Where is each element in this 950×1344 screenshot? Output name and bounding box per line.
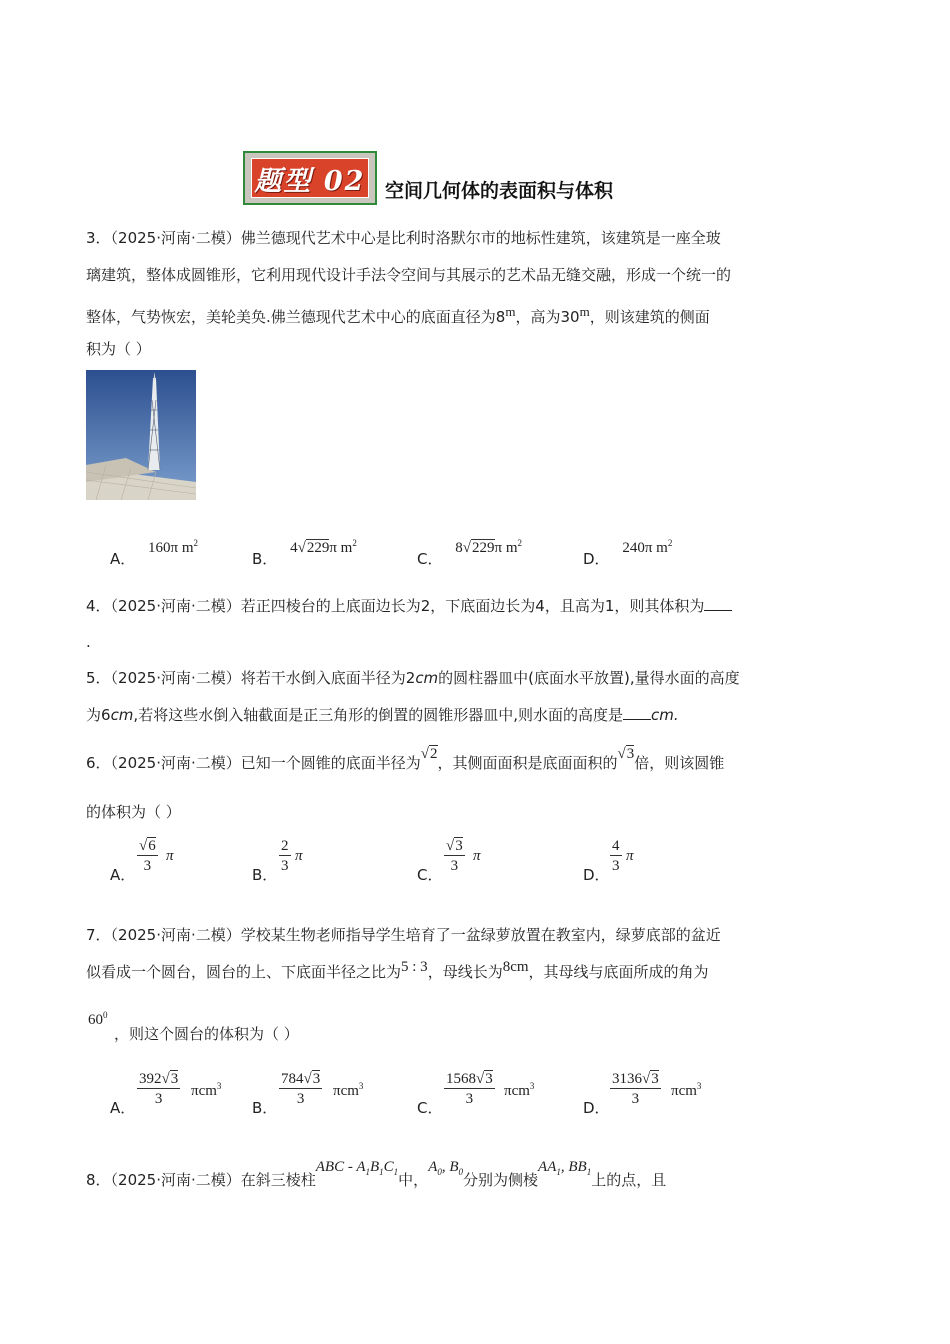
q7-option-a-unit: πcm$^3$ — [191, 1081, 222, 1099]
q6-option-c-label[interactable]: C． — [417, 866, 443, 884]
q6-option-c-pi: π — [473, 848, 481, 864]
q6-option-a-label[interactable]: A． — [110, 866, 136, 884]
q3-line-4: 积为（ ） — [86, 340, 151, 358]
q7-angle: $60^0$ — [88, 1010, 108, 1028]
q7-option-c-fraction: $\frac{1568√3}{3}$ — [446, 1071, 493, 1107]
q5-line-2: 为6cm,若将这些水倒入轴截面是正三角形的倒置的圆锥形器皿中,则水面的高度是 cm. — [86, 706, 679, 724]
q6-option-b-fraction: $\frac{2}{3}$ — [281, 838, 289, 874]
q7-option-d-fraction: $\frac{3136√3}{3}$ — [612, 1071, 659, 1107]
q6-option-b-label[interactable]: B． — [252, 866, 278, 884]
q8-line-1: 8．（2025·河南·二模）在斜三棱柱ABC - $A_1B_1C_1$中，$A_0$, $B_0$分别为侧棱$AA_1$, $BB_1$上的点，且 — [86, 1159, 667, 1189]
q7-option-b-unit: πcm$^3$ — [333, 1081, 364, 1099]
q3-line-2: 璃建筑，整体成圆锥形，它利用现代设计手法令空间与其展示的艺术品无缝交融，形成一个统一的 — [86, 266, 732, 284]
q7-line-3: ，则这个圆台的体积为（ ） — [114, 1025, 299, 1043]
q7-option-a-fraction: $\frac{392√3}{3}$ — [139, 1071, 179, 1107]
q7-option-b-label[interactable]: B． — [252, 1099, 278, 1117]
q5-answer-blank[interactable] — [623, 705, 651, 720]
q7-line-2: 似看成一个圆台，圆台的上、下底面半径之比为5 : 3，母线长为8cm，其母线与底面所成的角为 — [86, 959, 709, 981]
q5-line-1: 5．（2025·河南·二模）将若干水倒入底面半径为2cm的圆柱器皿中(底面水平放置),量得水面的高度 — [86, 669, 740, 687]
q7-option-a-label[interactable]: A． — [110, 1099, 136, 1117]
section-title: 空间几何体的表面积与体积 — [385, 180, 614, 202]
q7-option-c-unit: πcm$^3$ — [504, 1081, 535, 1099]
section-badge — [243, 151, 377, 205]
q6-option-c-fraction: $\frac{√3}{3}$ — [446, 838, 463, 874]
q6-option-d-label[interactable]: D． — [583, 866, 610, 884]
q7-option-b-fraction: $\frac{784√3}{3}$ — [281, 1071, 321, 1107]
tower-photo — [86, 370, 196, 500]
q4-line-1: 4．（2025·河南·二模）若正四棱台的上底面边长为2，下底面边长为4，且高为1，则其体积为 — [86, 596, 732, 616]
q3-line-1: 3．（2025·河南·二模）佛兰德现代艺术中心是比利时洛默尔市的地标性建筑，该建筑是一座全玻 — [86, 229, 721, 247]
q7-line-1: 7．（2025·河南·二模）学校某生物老师指导学生培育了一盆绿萝放置在教室内，绿萝底部的盆近 — [86, 926, 721, 944]
q6-option-d-fraction: $\frac{4}{3}$ — [612, 838, 620, 874]
q3-option-c[interactable]: C． 8√229π $m^2$ — [417, 538, 522, 568]
q6-option-d-pi: π — [626, 848, 634, 864]
q6-line-1: 6．（2025·河南·二模）已知一个圆锥的底面半径为√2，其侧面面积是底面面积的√3倍，则该圆锥 — [86, 746, 725, 772]
q4-line-2: . — [86, 633, 91, 651]
q7-option-d-label[interactable]: D． — [583, 1099, 610, 1117]
q3-option-d[interactable]: D． 240π $m^2$ — [583, 538, 673, 568]
q7-option-c-label[interactable]: C． — [417, 1099, 443, 1117]
section-badge-label: 题型 02 — [251, 158, 369, 198]
q6-line-2: 的体积为（ ） — [86, 803, 181, 821]
q3-line-3: 整体，气势恢宏，美轮美奂.佛兰德现代艺术中心的底面直径为8$^m$，高为30$^m$，则该建筑的侧面 — [86, 304, 710, 326]
q6-option-b-pi: π — [295, 848, 303, 864]
q6-option-a-fraction: $\frac{√6}{3}$ — [139, 838, 156, 874]
q7-option-d-unit: πcm$^3$ — [671, 1081, 702, 1099]
q6-option-a-pi: π — [166, 848, 174, 864]
q3-option-a[interactable]: A． 160π $m^2$ — [110, 538, 199, 568]
q4-answer-blank[interactable] — [704, 596, 732, 611]
q3-option-b[interactable]: B． 4√229π $m^2$ — [252, 538, 357, 568]
